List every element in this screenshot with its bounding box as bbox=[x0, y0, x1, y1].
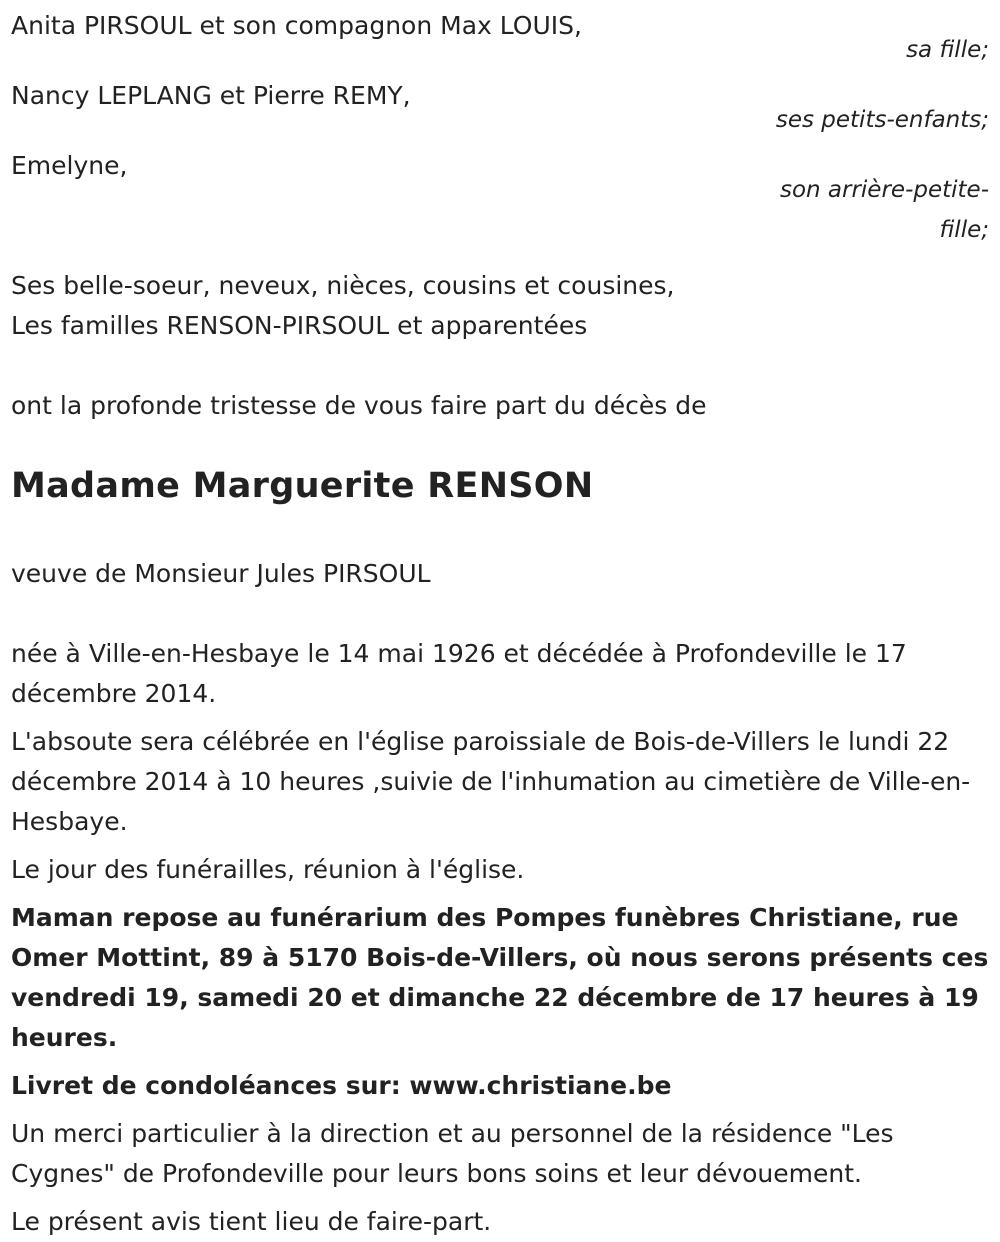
family-relation: son arrière-petite-fille; bbox=[779, 177, 989, 243]
family-relation: sa fille; bbox=[906, 37, 989, 63]
family-member-name: Nancy LEPLANG et Pierre REMY, bbox=[11, 81, 411, 110]
family-entry-grandchildren bbox=[11, 76, 991, 146]
family-member-name: Anita PIRSOUL et son compagnon Max LOUIS, bbox=[11, 11, 582, 40]
service-text: L'absoute sera célébrée en l'église paroissiale de Bois-de-Villers le lundi 22 décembre 2014 à 10 heures ,suivie de l'inhumation au cimetière de Ville-en-Hesbaye. bbox=[11, 727, 971, 836]
relatives-line: Les familles RENSON-PIRSOUL et apparentées bbox=[11, 311, 588, 340]
family-entry-daughter bbox=[11, 6, 991, 76]
relatives-line: Ses belle-soeur, neveux, nièces, cousins et cousines, bbox=[11, 271, 675, 300]
notice-text: Le présent avis tient lieu de faire-part. bbox=[11, 1207, 492, 1236]
funeral-home-text: Maman repose au funérarium des Pompes funèbres Christiane, rue Omer Mottint, 89 à 5170 Bois-de-Villers, où nous serons présents ces vendredi 19, samedi 20 et dimanche 22 décembre de 17 heures à 19 heures. bbox=[11, 903, 989, 1052]
meeting-text: Le jour des funérailles, réunion à l'église. bbox=[11, 855, 525, 884]
family-relation: ses petits-enfants; bbox=[775, 107, 989, 133]
family-member-name: Emelyne, bbox=[11, 151, 128, 180]
family-entry-great-granddaughter bbox=[11, 146, 991, 250]
birth-death-text: née à Ville-en-Hesbaye le 14 mai 1926 et décédée à Profondeville le 17 décembre 2014. bbox=[11, 639, 907, 708]
thanks-text: Un merci particulier à la direction et au personnel de la résidence "Les Cygnes" de Profondeville pour leurs bons soins et leur dévouement. bbox=[11, 1119, 894, 1188]
condolences-text: Livret de condoléances sur: www.christiane.be bbox=[11, 1071, 672, 1100]
relatives-block bbox=[11, 266, 991, 346]
widow-of-text: veuve de Monsieur Jules PIRSOUL bbox=[11, 559, 431, 588]
announcement-text: ont la profonde tristesse de vous faire part du décès de bbox=[11, 391, 707, 420]
obituary-notice bbox=[11, 6, 991, 1242]
deceased-name: Madame Marguerite RENSON bbox=[11, 466, 594, 506]
